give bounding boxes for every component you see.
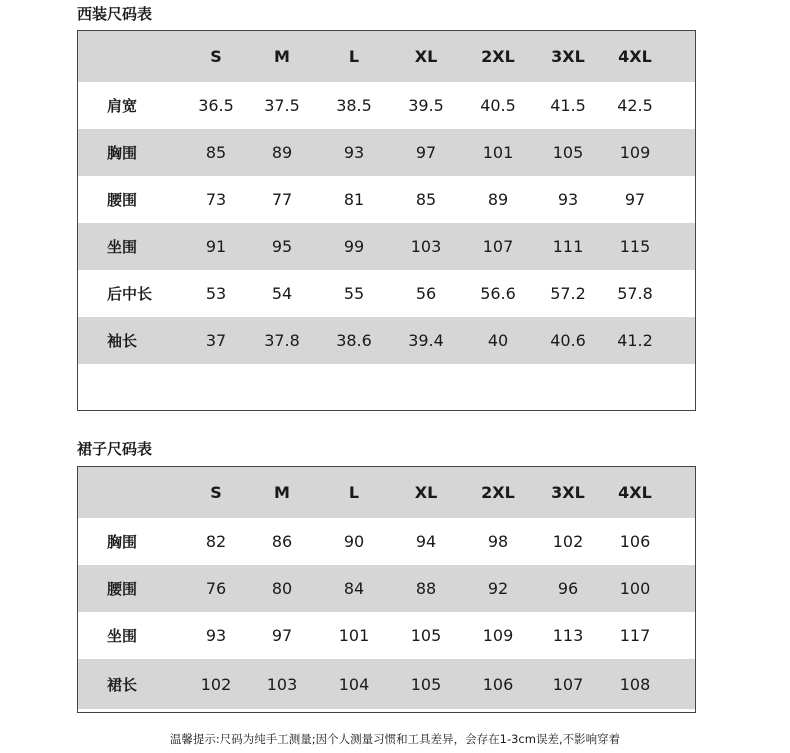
value-cell: 108 [619, 674, 651, 694]
value-cell: 41.2 [617, 331, 653, 350]
value-cell: 107 [552, 674, 584, 694]
value-cell: 92 [487, 579, 509, 598]
table-row [78, 659, 695, 709]
value-cell: 107 [482, 237, 514, 256]
value-cell: 105 [410, 674, 442, 694]
table-row [78, 82, 695, 129]
table-row [78, 565, 695, 612]
value-cell: 57.2 [550, 284, 586, 303]
table-row [78, 270, 695, 317]
value-cell: 93 [205, 626, 227, 645]
row-label: 坐围 [107, 627, 138, 645]
value-cell: 100 [619, 579, 651, 598]
value-cell: 36.5 [198, 96, 234, 115]
value-cell: 99 [343, 237, 365, 256]
value-cell: 105 [552, 143, 584, 162]
value-cell: 37.8 [264, 331, 300, 350]
value-cell: 94 [415, 532, 437, 551]
row-label: 肩宽 [107, 97, 138, 115]
value-cell: 115 [619, 237, 651, 256]
table-header-row [78, 467, 695, 518]
size-header: 3XL [551, 483, 585, 502]
table-row [78, 223, 695, 270]
value-cell: 101 [338, 626, 370, 645]
value-cell: 80 [271, 579, 293, 598]
size-header: M [274, 483, 290, 502]
value-cell: 101 [482, 143, 514, 162]
value-cell: 103 [266, 674, 298, 694]
value-cell: 55 [343, 284, 365, 303]
size-header: XL [414, 483, 438, 502]
value-cell: 103 [410, 237, 442, 256]
table-row [78, 176, 695, 223]
suit-size-table [77, 30, 696, 411]
value-cell: 97 [624, 190, 646, 209]
size-header: 2XL [481, 483, 515, 502]
value-cell: 54 [271, 284, 293, 303]
row-label: 腰围 [107, 580, 138, 598]
value-cell: 97 [271, 626, 293, 645]
value-cell: 102 [552, 532, 584, 551]
value-cell: 89 [487, 190, 509, 209]
value-cell: 109 [482, 626, 514, 645]
row-label: 袖长 [107, 332, 138, 350]
value-cell: 40.5 [480, 96, 516, 115]
value-cell: 106 [619, 532, 651, 551]
value-cell: 40 [487, 331, 509, 350]
size-header: 4XL [618, 47, 652, 66]
row-label: 胸围 [107, 144, 138, 162]
size-header: XL [414, 47, 438, 66]
skirt-size-table [77, 466, 696, 713]
value-cell: 104 [338, 674, 370, 694]
value-cell: 89 [271, 143, 293, 162]
size-header: L [348, 483, 360, 502]
value-cell: 38.5 [336, 96, 372, 115]
table-row [78, 612, 695, 659]
value-cell: 88 [415, 579, 437, 598]
row-label: 坐围 [107, 238, 138, 256]
value-cell: 93 [557, 190, 579, 209]
value-cell: 98 [487, 532, 509, 551]
measurement-note: 温馨提示:尺码为纯手工测量;因个人测量习惯和工具差异，会存在1-3cm误差,不影响穿着 [169, 732, 621, 746]
size-header: 3XL [551, 47, 585, 66]
value-cell: 96 [557, 579, 579, 598]
value-cell: 57.8 [617, 284, 653, 303]
table-row [78, 317, 695, 364]
value-cell: 95 [271, 237, 293, 256]
size-header: S [210, 483, 222, 502]
row-label: 裙长 [107, 675, 138, 694]
size-header: M [274, 47, 290, 66]
value-cell: 56 [415, 284, 437, 303]
value-cell: 76 [205, 579, 227, 598]
row-label: 腰围 [107, 191, 138, 209]
value-cell: 90 [343, 532, 365, 551]
value-cell: 81 [343, 190, 365, 209]
value-cell: 109 [619, 143, 651, 162]
value-cell: 38.6 [336, 331, 372, 350]
value-cell: 41.5 [550, 96, 586, 115]
value-cell: 42.5 [617, 96, 653, 115]
value-cell: 53 [205, 284, 227, 303]
value-cell: 91 [205, 237, 227, 256]
table-row [78, 129, 695, 176]
value-cell: 82 [205, 532, 227, 551]
value-cell: 102 [200, 674, 232, 694]
skirt-table-title: 裙子尺码表 [77, 440, 153, 458]
value-cell: 84 [343, 579, 365, 598]
size-header: S [210, 47, 222, 66]
value-cell: 37 [205, 331, 227, 350]
size-header: L [348, 47, 360, 66]
value-cell: 37.5 [264, 96, 300, 115]
suit-table-title: 西装尺码表 [77, 5, 153, 23]
value-cell: 73 [205, 190, 227, 209]
table-row [78, 518, 695, 565]
value-cell: 56.6 [480, 284, 516, 303]
value-cell: 39.4 [408, 331, 444, 350]
value-cell: 85 [205, 143, 227, 162]
value-cell: 111 [552, 237, 584, 256]
value-cell: 97 [415, 143, 437, 162]
value-cell: 40.6 [550, 331, 586, 350]
value-cell: 39.5 [408, 96, 444, 115]
value-cell: 106 [482, 674, 514, 694]
size-header: 2XL [481, 47, 515, 66]
table-header-row [78, 31, 695, 82]
value-cell: 93 [343, 143, 365, 162]
value-cell: 85 [415, 190, 437, 209]
row-label: 胸围 [107, 533, 138, 551]
value-cell: 77 [271, 190, 293, 209]
value-cell: 117 [619, 626, 651, 645]
size-header: 4XL [618, 483, 652, 502]
value-cell: 86 [271, 532, 293, 551]
row-label: 后中长 [107, 285, 153, 303]
value-cell: 113 [552, 626, 584, 645]
value-cell: 105 [410, 626, 442, 645]
